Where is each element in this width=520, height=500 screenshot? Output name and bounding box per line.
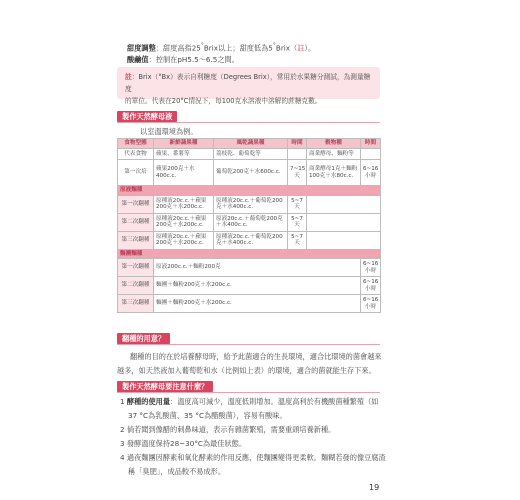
table-cell-empty — [307, 231, 381, 249]
table-cell: 原種液20c.c.＋蘋果200克＋水200c.c. — [154, 213, 214, 231]
list-item-label: 酵種的使用量 — [126, 397, 171, 406]
section-rule — [117, 122, 380, 123]
acidity-text: ：控制在pH5.5～6.5之間。 — [148, 55, 239, 64]
table-row — [118, 195, 381, 213]
yeast-table — [117, 138, 381, 313]
table-cell: 商業酵母、麵粉等 — [307, 149, 361, 160]
page-number: 19 — [369, 483, 380, 492]
list-item — [120, 409, 386, 423]
table-cell: 荔枝乾、葡萄乾等 — [214, 149, 288, 160]
list-item-text: ：溫度高可減少，溫度低則增加。溫度高利於有機酸菌種繁殖（如 — [170, 397, 379, 406]
table-cell: 第三次翻種 — [118, 295, 154, 313]
list-item — [120, 451, 386, 465]
group-label: 原液麵種 — [118, 186, 381, 196]
table-cell: 第一次翻種 — [118, 195, 154, 213]
table-cell — [361, 149, 381, 160]
section-rule — [117, 392, 380, 393]
table-cell: 蘋果200克＋水400c.c. — [154, 160, 214, 186]
table-cell: 6~16小時 — [361, 259, 381, 277]
table-cell: 蘋果、番薯等 — [154, 149, 214, 160]
section-intro: 以室溫環境為例。 — [140, 127, 198, 136]
table-cell-empty — [307, 195, 381, 213]
table-row — [118, 259, 381, 277]
acidity-label: 酸鹼值 — [127, 55, 149, 64]
sweetness-text-a: ：甜度高指25 — [155, 43, 201, 53]
table-cell: 原種液20c.c.＋蘋果200克＋水200c.c. — [154, 195, 214, 213]
note-ref: 註 — [297, 43, 305, 53]
table-cell: 原液20c.c.＋葡萄乾200克＋水400c.c. — [214, 213, 288, 231]
sweetness-text-d: ）。 — [304, 43, 316, 53]
group-row — [118, 186, 381, 196]
table-cell: 5~7天 — [288, 231, 307, 249]
note-tag: 註 — [125, 73, 132, 81]
list-item-text: 過夜麵團因酵素和氧化酵素的作用反應，使麵團變得更柔軟。麵糊若發的像豆腐渣 — [126, 453, 386, 462]
table-cell-empty — [307, 213, 381, 231]
purpose-paragraph-line-1: 翻種的目的在於培養酵母時，給予此菌適合的生長環境，適合比環境的菌會越來 — [130, 352, 382, 361]
brix-note-box — [117, 67, 380, 105]
list-number: 4 — [120, 453, 125, 462]
table-cell: 原液200c.c.＋麵粉200克 — [154, 259, 361, 277]
note-line-2: 的單位。代表在20°C情況下，每100克水溶液中溶解的蔗糖克數。 — [125, 97, 322, 105]
table-cell: 第三次翻種 — [118, 231, 154, 249]
table-cell: 葡萄乾200克＋水600c.c. — [214, 160, 288, 186]
section-title-yeast: 製作天然酵母液 — [117, 111, 177, 122]
table-cell: 商業酵母1克＋麵粉100克＋水80c.c. — [307, 160, 361, 186]
table-row — [118, 149, 381, 160]
list-item-text: 發酵溫度保持28~30°C為最佳狀態。 — [126, 439, 247, 448]
header-cell: 時間 — [361, 139, 381, 149]
table-cell: 麵團＋麵粉200克＋水200c.c. — [154, 295, 361, 313]
table-cell: 第一次翻種 — [118, 259, 154, 277]
sweetness-label: 甜度調整 — [127, 43, 156, 53]
purpose-paragraph-line-2: 越多，如天然液加入葡萄乾和水（比例如上表）的環境，適合的菌就能生存下來。 — [117, 366, 376, 375]
table-cell: 5~7天 — [288, 213, 307, 231]
list-item — [120, 395, 386, 409]
header-cell: 穀物種 — [307, 139, 361, 149]
table-cell: 6~16小時 — [361, 160, 381, 186]
header-cell: 新鮮蔬果種 — [154, 139, 214, 149]
table-cell: 原種液20c.c.＋葡萄乾200克＋水400c.c. — [214, 231, 288, 249]
group-label: 麵團麵種 — [118, 249, 381, 259]
list-item — [120, 437, 386, 451]
list-item-text: 稱「臭肥」，成品較不易成形。 — [128, 467, 226, 476]
table-cell: 麵團＋麵粉200克＋水200c.c. — [154, 277, 361, 295]
table-cell — [288, 149, 307, 160]
header-cell: 食物型態 — [118, 139, 154, 149]
table-cell: 代表食物 — [118, 149, 154, 160]
table-row — [118, 213, 381, 231]
table-cell: 原種液20c.c.＋葡萄乾200克＋水400c.c. — [214, 195, 288, 213]
list-item-text: 倘若聞到像醋的刺鼻味道，表示有雜菌繁殖，需要重頭培養新種。 — [126, 425, 336, 434]
degree-sup-b: ° — [272, 42, 276, 49]
table-cell: 6~16小時 — [361, 295, 381, 313]
table-cell: 6~16小時 — [361, 277, 381, 295]
table-row — [118, 160, 381, 186]
section-rule — [117, 344, 380, 345]
acidity-line — [127, 55, 239, 65]
list-item — [120, 423, 386, 437]
table-row — [118, 295, 381, 313]
header-cell: 風乾蔬果種 — [214, 139, 288, 149]
sweetness-text-b: Brix以上；甜度低為5 — [203, 43, 273, 53]
table-cell: 第二次翻種 — [118, 213, 154, 231]
table-cell: 原種液20c.c.＋蘋果200克＋水200c.c. — [154, 231, 214, 249]
degree-sup-a: ° — [200, 42, 204, 49]
header-cell: 時間 — [288, 139, 307, 149]
section-title-tips: 製作天然酵母要注意什麼？ — [117, 381, 213, 392]
table-cell: 第一次培 — [118, 160, 154, 186]
table-cell: 5~7天 — [288, 195, 307, 213]
table-cell: 第二次翻種 — [118, 277, 154, 295]
table-row — [118, 231, 381, 249]
table-cell: 7~15天 — [288, 160, 307, 186]
list-number: 1 — [120, 397, 125, 406]
list-item-text: 37 °C為乳酸菌、35 °C為醋酸菌），容易有酸味。 — [128, 411, 287, 420]
table-header-row — [118, 139, 381, 149]
sweetness-line — [127, 42, 315, 53]
section-title-purpose: 翻種的用意？ — [117, 333, 170, 344]
note-line-1: ：Brix（°Bx）表示自利糖度（Degrees Brix），常用於水果糖分測試，為測量糖度 — [125, 73, 371, 93]
table-row — [118, 277, 381, 295]
list-item — [120, 465, 386, 479]
list-number: 3 — [120, 439, 125, 448]
tips-list — [120, 395, 386, 479]
list-number: 2 — [120, 425, 125, 434]
sweetness-text-c: Brix（ — [275, 43, 298, 53]
group-row — [118, 249, 381, 259]
